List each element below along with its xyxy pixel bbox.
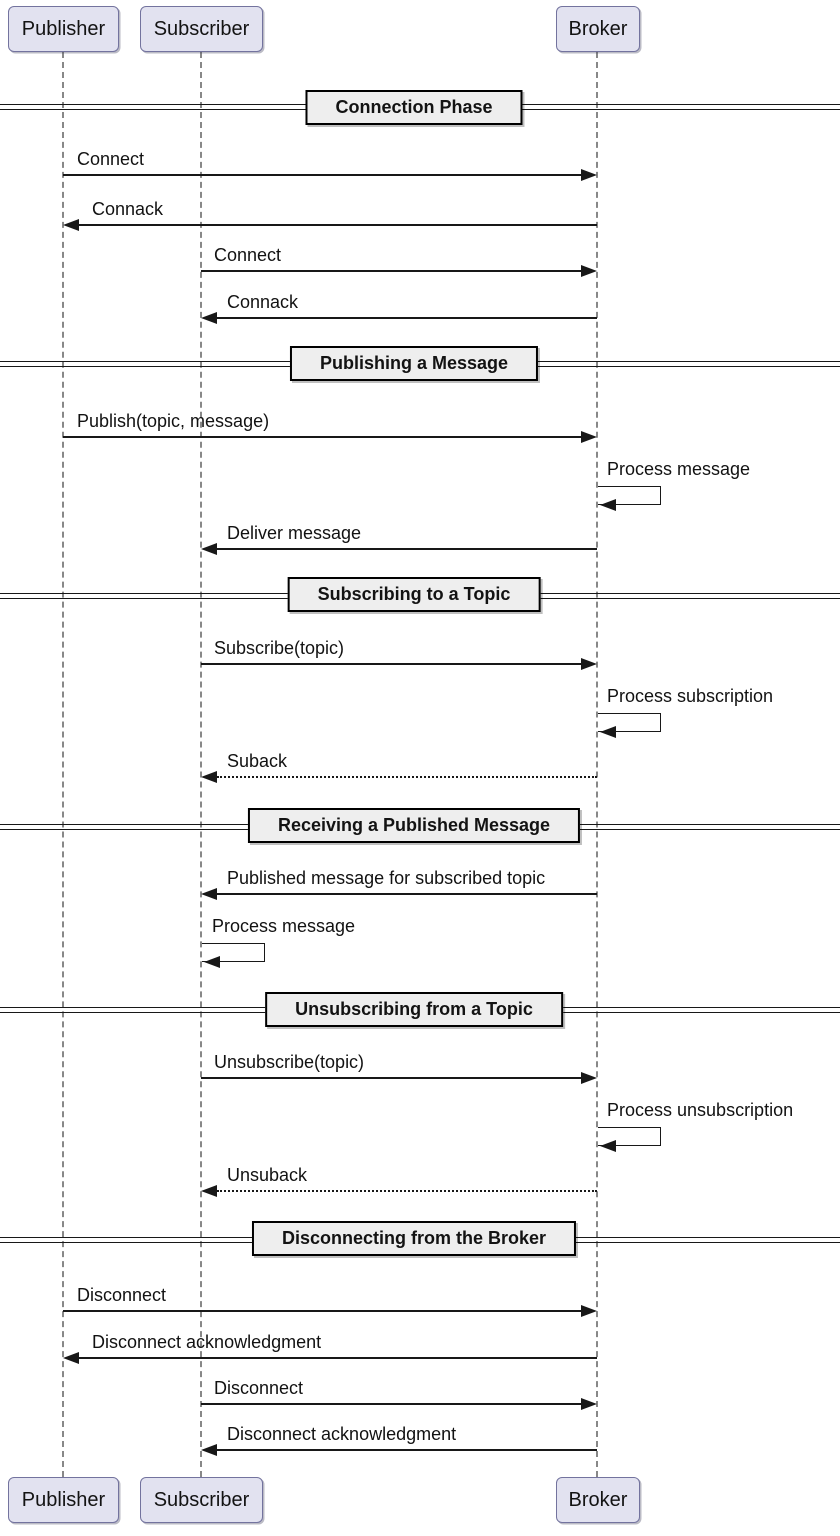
divider-connection-phase [305, 90, 522, 125]
arrowhead-left-icon [201, 771, 217, 783]
message-line [63, 174, 581, 176]
arrowhead-left-icon [600, 1140, 616, 1152]
arrowhead-right-icon [581, 169, 597, 181]
message-line [79, 1357, 597, 1359]
message-label: Deliver message [227, 523, 362, 543]
participant-broker-bottom [556, 1477, 640, 1523]
message-label: Suback [227, 751, 288, 771]
message-line [217, 1449, 597, 1451]
arrowhead-right-icon [581, 1072, 597, 1084]
arrowhead-left-icon [201, 888, 217, 900]
message-line [201, 1077, 581, 1079]
arrowhead-left-icon [201, 312, 217, 324]
self-message-label: Process message [212, 916, 356, 936]
message-label: Connect [214, 245, 282, 265]
self-message-label: Process message [607, 459, 751, 479]
divider-title: Unsubscribing from a Topic [295, 999, 533, 1019]
message-line [201, 1403, 581, 1405]
arrowhead-right-icon [581, 1398, 597, 1410]
lifeline-publisher [62, 52, 64, 1477]
participant-publisher-bottom [8, 1477, 119, 1523]
divider-unsubscribing-from-a-topic [265, 992, 563, 1027]
participant-label: Subscriber [153, 17, 250, 40]
divider-title: Subscribing to a Topic [317, 584, 511, 604]
arrowhead-left-icon [600, 499, 616, 511]
message-line [201, 270, 581, 272]
arrowhead-left-icon [201, 1444, 217, 1456]
participant-broker-top [556, 6, 640, 52]
participant-label: Publisher [21, 17, 106, 40]
message-label: Publish(topic, message) [77, 411, 270, 431]
participant-subscriber-top [140, 6, 263, 52]
divider-title: Connection Phase [335, 97, 493, 117]
self-message-label: Process unsubscription [607, 1100, 794, 1120]
arrowhead-left-icon [201, 543, 217, 555]
message-label: Unsubscribe(topic) [214, 1052, 365, 1072]
message-label: Unsuback [227, 1165, 308, 1185]
divider-subscribing-to-a-topic [288, 577, 541, 612]
message-label: Disconnect acknowledgment [227, 1424, 457, 1444]
divider-disconnecting-from-the-broker [252, 1221, 576, 1256]
arrowhead-left-icon [600, 726, 616, 738]
message-line [79, 224, 597, 226]
participant-label: Publisher [21, 1488, 106, 1511]
message-line [63, 436, 581, 438]
message-line [201, 663, 581, 665]
message-label: Subscribe(topic) [214, 638, 345, 658]
message-line-dotted [217, 1190, 597, 1192]
self-message-label: Process subscription [607, 686, 774, 706]
participant-publisher-top [8, 6, 119, 52]
arrowhead-right-icon [581, 431, 597, 443]
arrowhead-right-icon [581, 658, 597, 670]
message-label: Disconnect [214, 1378, 304, 1398]
arrowhead-left-icon [63, 219, 79, 231]
message-label: Connect [77, 149, 145, 169]
participant-label: Broker [568, 1488, 628, 1511]
arrowhead-right-icon [581, 265, 597, 277]
divider-title: Disconnecting from the Broker [281, 1228, 547, 1248]
participant-label: Broker [568, 17, 628, 40]
message-line [63, 1310, 581, 1312]
lifeline-subscriber [200, 52, 202, 1477]
message-line [217, 317, 597, 319]
divider-receiving-a-published-message [248, 808, 580, 843]
participant-label: Subscriber [153, 1488, 250, 1511]
message-line-dotted [217, 776, 597, 778]
message-label: Disconnect acknowledgment [92, 1332, 322, 1352]
message-label: Disconnect [77, 1285, 167, 1305]
arrowhead-right-icon [581, 1305, 597, 1317]
message-label: Connack [227, 292, 299, 312]
message-label: Connack [92, 199, 164, 219]
message-line [217, 893, 597, 895]
arrowhead-left-icon [63, 1352, 79, 1364]
arrowhead-left-icon [204, 956, 220, 968]
message-line [217, 548, 597, 550]
participant-subscriber-bottom [140, 1477, 263, 1523]
arrowhead-left-icon [201, 1185, 217, 1197]
divider-title: Receiving a Published Message [277, 815, 551, 835]
divider-title: Publishing a Message [319, 353, 509, 373]
divider-publishing-a-message [290, 346, 538, 381]
message-label: Published message for subscribed topic [227, 868, 546, 888]
